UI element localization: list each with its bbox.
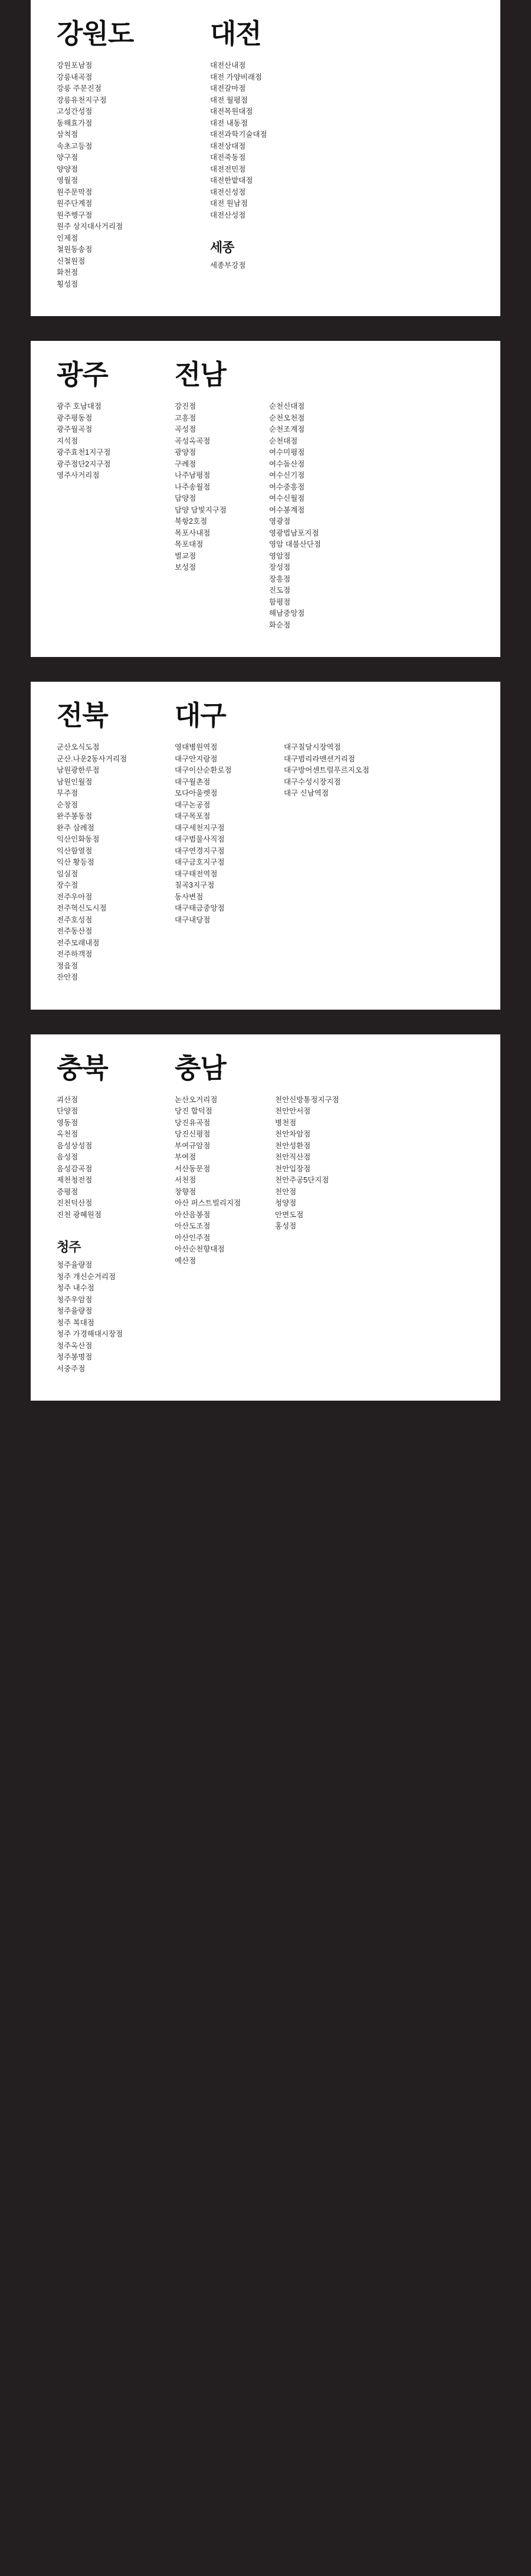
list-item[interactable]: 고흥점	[175, 413, 196, 422]
list-item[interactable]: 장성점	[269, 563, 291, 571]
list-item[interactable]: 안면도점	[275, 1210, 304, 1219]
region-title-jeonnam: 전남	[175, 359, 226, 390]
list-item[interactable]: 대전산내점	[210, 61, 246, 70]
store-list-chungnam-col2	[275, 1095, 411, 1233]
list-item[interactable]: 영주사거리점	[57, 471, 100, 479]
list-item[interactable]: 천안성환점	[275, 1141, 311, 1150]
list-item[interactable]: 대구내당점	[175, 915, 211, 924]
region-title-gangwon: 강원도	[57, 18, 134, 49]
region-title-jeonbuk: 전북	[57, 700, 108, 731]
list-item[interactable]: 천안차암점	[275, 1130, 311, 1138]
list-item[interactable]: 제천청전점	[57, 1176, 93, 1184]
list-item[interactable]: 광주점단2지구점	[57, 459, 111, 468]
region-title-daegu: 대구	[175, 700, 226, 731]
list-item[interactable]: 인제점	[57, 234, 78, 242]
panel-chungbuk-chungnam	[31, 1034, 500, 1401]
list-item[interactable]: 여수봉계점	[269, 505, 305, 514]
list-item[interactable]: 순천신대점	[269, 402, 305, 410]
region-title-chungnam: 충남	[175, 1052, 226, 1083]
store-list-daegu-col2	[284, 742, 419, 800]
list-item[interactable]: 전주우아점	[57, 892, 93, 901]
region-chungnam-col2	[275, 1054, 411, 1233]
list-item[interactable]: 부여점	[175, 1153, 196, 1161]
list-item[interactable]: 여수돌산점	[269, 459, 305, 468]
list-item[interactable]: 원주단계점	[57, 199, 93, 208]
list-item[interactable]: 대구방어센트럴푸르지오점	[284, 766, 369, 774]
region-title-gwangju: 광주	[57, 359, 108, 390]
list-item[interactable]: 음성점	[57, 1153, 78, 1161]
list-item[interactable]: 청주율량점	[57, 1261, 93, 1269]
list-item[interactable]: 임실점	[57, 869, 78, 878]
store-list-gwangju	[57, 401, 175, 482]
list-item[interactable]: 아산도조점	[175, 1222, 211, 1230]
list-item[interactable]: 익산인화동점	[57, 835, 100, 843]
list-item[interactable]: 대구논공점	[175, 800, 211, 809]
list-item[interactable]: 영대병원역점	[175, 743, 218, 751]
panel-gangwon-daejeon	[31, 0, 500, 316]
region-jeonbuk	[57, 702, 175, 984]
list-item[interactable]: 삼척점	[57, 130, 78, 139]
list-item[interactable]: 대구연경지구점	[175, 846, 225, 855]
list-item[interactable]: 순천오천점	[269, 413, 305, 422]
list-item[interactable]: 여수신기점	[269, 471, 305, 479]
list-item[interactable]: 대구태전역점	[175, 869, 218, 878]
list-item[interactable]: 전주혁신도시점	[57, 904, 107, 912]
list-item[interactable]: 대구세천지구점	[175, 823, 225, 832]
list-item[interactable]: 광양점	[175, 448, 196, 456]
list-item[interactable]: 대구범리라맨션거리점	[284, 754, 355, 763]
list-item[interactable]: 아산음봉점	[175, 1210, 211, 1219]
list-item[interactable]: 벌교점	[175, 551, 196, 560]
list-item[interactable]: 여수미평점	[269, 448, 305, 456]
list-item[interactable]: 대전 가양비래점	[210, 73, 262, 81]
list-item[interactable]: 아산인주점	[175, 1233, 211, 1242]
list-item[interactable]: 청주봉명점	[57, 1353, 93, 1361]
region-title-cheongju: 청주	[57, 1240, 81, 1254]
region-jeonnam	[175, 361, 269, 574]
list-item[interactable]: 남원광한루점	[57, 766, 100, 774]
list-item[interactable]: 속초고등점	[57, 142, 93, 150]
list-item[interactable]: 곡성점	[175, 425, 196, 433]
list-item[interactable]: 담양 담빛지구점	[175, 505, 227, 514]
list-item[interactable]: 영월점	[57, 176, 78, 185]
list-item[interactable]: 청주옥산점	[57, 1341, 93, 1350]
region-gwangju	[57, 361, 175, 482]
store-list-gangwon	[57, 60, 123, 290]
list-item[interactable]: 완주 삼례점	[57, 823, 94, 832]
list-item[interactable]: 병천점	[275, 1118, 297, 1127]
list-item[interactable]: 홍성점	[275, 1222, 297, 1230]
store-list-chungnam-col1	[175, 1095, 275, 1267]
list-item[interactable]: 구례점	[175, 459, 196, 468]
list-item[interactable]: 담양점	[175, 494, 196, 502]
list-item[interactable]: 천안점	[275, 1187, 297, 1196]
list-item[interactable]: 순창점	[57, 800, 78, 809]
list-item[interactable]: 청주우암점	[57, 1295, 93, 1304]
list-item[interactable]: 정읍점	[57, 961, 78, 970]
region-daegu-col2	[284, 702, 419, 800]
list-item[interactable]: 북항2호점	[175, 517, 208, 525]
list-item[interactable]: 강진점	[175, 402, 196, 410]
list-item[interactable]: 원주 상지대사거리점	[57, 222, 123, 231]
list-item[interactable]: 강릉 주문진점	[57, 84, 101, 93]
list-item[interactable]: 대전죽동점	[210, 153, 246, 162]
list-item[interactable]: 무주점	[57, 789, 78, 797]
list-item[interactable]: 대전 원남점	[210, 199, 248, 208]
list-item[interactable]: 진천 광혜원점	[57, 1210, 101, 1219]
list-item[interactable]: 함평점	[269, 597, 291, 606]
panel-gwangju-jeonnam	[31, 341, 500, 657]
list-item[interactable]: 아산순천향대점	[175, 1245, 225, 1253]
list-item[interactable]: 양양점	[57, 165, 78, 173]
store-list-daejeon	[210, 60, 363, 221]
list-item[interactable]: 보성점	[175, 563, 196, 571]
list-item[interactable]: 목포대점	[175, 540, 204, 548]
list-item[interactable]: 여수신월점	[269, 494, 305, 502]
list-item[interactable]: 천안입장점	[275, 1164, 311, 1173]
region-daegu	[175, 702, 284, 926]
list-item[interactable]: 당진유곡점	[175, 1118, 211, 1127]
list-item[interactable]: 대구범물사직점	[175, 835, 225, 843]
region-title-chungbuk: 충북	[57, 1052, 108, 1083]
list-item[interactable]: 횡성점	[57, 280, 78, 288]
store-list-chungbuk	[57, 1095, 175, 1221]
list-item[interactable]: 아산 퍼스트빌리지점	[175, 1199, 241, 1207]
list-item[interactable]: 목포사내점	[175, 528, 211, 537]
list-item[interactable]: 대전갈마점	[210, 84, 246, 93]
list-item[interactable]: 세종부강점	[210, 261, 246, 270]
list-item[interactable]: 대구금호지구점	[175, 858, 225, 866]
list-item[interactable]: 서천점	[175, 1176, 196, 1184]
list-item[interactable]: 강원포남점	[57, 61, 93, 70]
list-item[interactable]: 여수중흥점	[269, 482, 305, 491]
list-item[interactable]: 신철원점	[57, 257, 86, 265]
list-item[interactable]: 익산함열점	[57, 846, 93, 855]
panel-jeonbuk-daegu	[31, 682, 500, 1010]
list-item[interactable]: 증평점	[57, 1187, 78, 1196]
list-item[interactable]: 고성간성점	[57, 107, 93, 116]
list-item[interactable]: 대구월촌점	[175, 777, 211, 786]
list-item[interactable]: 광주평동점	[57, 413, 93, 422]
store-list-sejong	[210, 260, 363, 272]
list-item[interactable]: 강릉내곡점	[57, 73, 93, 81]
list-item[interactable]: 순천조계점	[269, 425, 305, 433]
list-item[interactable]: 진천덕산점	[57, 1199, 93, 1207]
list-item[interactable]: 곡성옥곡점	[175, 436, 211, 445]
list-item[interactable]: 영암점	[269, 551, 291, 560]
list-item[interactable]: 대구태금중앙점	[175, 904, 225, 912]
list-item[interactable]: 남원인월점	[57, 777, 93, 786]
store-list-daegu-col1	[175, 742, 284, 926]
list-item[interactable]: 강릉유천지구점	[57, 96, 107, 104]
list-item[interactable]: 청양점	[275, 1199, 297, 1207]
list-item[interactable]: 영광법남포지점	[269, 528, 319, 537]
region-chungnam	[175, 1054, 275, 1267]
list-item[interactable]: 전주하객점	[57, 950, 93, 958]
list-item[interactable]: 청주 내수점	[57, 1284, 94, 1292]
list-item[interactable]: 순천대점	[269, 436, 298, 445]
region-daejeon	[210, 20, 363, 272]
list-item[interactable]: 옥천점	[57, 1130, 78, 1138]
list-item[interactable]: 화순점	[269, 620, 291, 629]
list-item[interactable]: 괴산점	[57, 1095, 78, 1104]
list-item[interactable]: 칠곡3지구점	[175, 881, 215, 889]
region-jeonnam-col2	[269, 361, 387, 631]
region-gangwon	[57, 20, 210, 290]
list-item[interactable]: 동해효가점	[57, 119, 93, 127]
list-item[interactable]: 대구 신남역점	[284, 789, 329, 797]
list-item[interactable]: 대전전민점	[210, 165, 246, 173]
list-item[interactable]: 대전 내동점	[210, 119, 248, 127]
list-item[interactable]: 서중주점	[57, 1364, 86, 1373]
region-chungbuk	[57, 1054, 175, 1375]
list-item[interactable]: 군산오식도점	[57, 743, 100, 751]
list-item[interactable]: 청주 가경해대시장점	[57, 1330, 123, 1338]
list-item[interactable]: 전주모래내점	[57, 938, 100, 947]
list-item[interactable]: 단양점	[57, 1107, 78, 1115]
list-item[interactable]: 광주 호남대점	[57, 402, 101, 410]
list-item[interactable]: 진도점	[269, 586, 291, 594]
list-item[interactable]: 광주효천1지구점	[57, 448, 111, 456]
list-item[interactable]: 광주월곡점	[57, 425, 93, 433]
list-item[interactable]: 당진 합덕점	[175, 1107, 212, 1115]
list-item[interactable]: 음성감곡점	[57, 1164, 93, 1173]
list-item[interactable]: 지석점	[57, 436, 78, 445]
region-title-daejeon: 대전	[210, 18, 261, 49]
list-item[interactable]: 천안주공5단지점	[275, 1176, 329, 1184]
list-item[interactable]: 나주송월점	[175, 482, 211, 491]
list-item[interactable]: 천안안서점	[275, 1107, 311, 1115]
list-item[interactable]: 예산점	[175, 1256, 196, 1265]
list-item[interactable]: 당진신평점	[175, 1130, 211, 1138]
list-item[interactable]: 논산오거리점	[175, 1095, 218, 1104]
list-item[interactable]: 대구칠달시장역점	[284, 743, 341, 751]
list-item[interactable]: 청주율량점	[57, 1307, 93, 1315]
store-list-cheongju	[57, 1260, 175, 1375]
store-list-jeonnam-col1	[175, 401, 269, 574]
list-item[interactable]: 익산 황등점	[57, 858, 94, 866]
list-item[interactable]: 대구수성시장지점	[284, 777, 341, 786]
list-item[interactable]: 대전 월평점	[210, 96, 248, 104]
list-item[interactable]: 양구점	[57, 153, 78, 162]
list-item[interactable]: 장수점	[57, 881, 78, 889]
list-item[interactable]: 대구목포점	[175, 812, 211, 820]
list-item[interactable]: 대전상대점	[210, 142, 246, 150]
list-item[interactable]: 대전산성점	[210, 211, 246, 219]
list-item[interactable]: 철원동송점	[57, 245, 93, 254]
list-item[interactable]: 부여규암점	[175, 1141, 211, 1150]
list-item[interactable]: 군산.나운2동사거리점	[57, 754, 127, 763]
list-item[interactable]: 창향점	[175, 1187, 196, 1196]
list-item[interactable]: 잔안점	[57, 973, 78, 981]
list-item[interactable]: 모다아울렛점	[175, 789, 218, 797]
list-item[interactable]: 나주남평점	[175, 471, 211, 479]
list-item[interactable]: 해남중앙점	[269, 609, 305, 617]
list-item[interactable]: 전주호성점	[57, 915, 93, 924]
list-item[interactable]: 대구안지랑점	[175, 754, 218, 763]
store-list-jeonnam-col2	[269, 401, 387, 631]
list-item[interactable]: 천안직산점	[275, 1153, 311, 1161]
list-item[interactable]: 천안신방통정지구점	[275, 1095, 339, 1104]
list-item[interactable]: 영광점	[269, 517, 291, 525]
list-item[interactable]: 완주봉동점	[57, 812, 93, 820]
list-item[interactable]: 장흥점	[269, 574, 291, 583]
list-item[interactable]: 대구이산순환로점	[175, 766, 232, 774]
list-item[interactable]: 청주 개신순거리점	[57, 1272, 116, 1281]
list-item[interactable]: 전주동산점	[57, 927, 93, 935]
store-list-jeonbuk	[57, 742, 175, 984]
list-item[interactable]: 음성상성점	[57, 1141, 93, 1150]
list-item[interactable]: 원주행구점	[57, 211, 93, 219]
list-item[interactable]: 대전목원대점	[210, 107, 253, 116]
list-item[interactable]: 화천점	[57, 268, 78, 277]
list-item[interactable]: 대전과학기술대점	[210, 130, 267, 139]
list-item[interactable]: 영동점	[57, 1118, 78, 1127]
list-item[interactable]: 영암 대불산단점	[269, 540, 321, 548]
list-item[interactable]: 동사변점	[175, 892, 204, 901]
list-item[interactable]: 원주문막점	[57, 188, 93, 196]
list-item[interactable]: 청주 복대점	[57, 1318, 94, 1327]
list-item[interactable]: 서산동문점	[175, 1164, 211, 1173]
list-item[interactable]: 대전신성점	[210, 188, 246, 196]
list-item[interactable]: 대전한밭대점	[210, 176, 253, 185]
region-title-sejong: 세종	[210, 240, 234, 255]
